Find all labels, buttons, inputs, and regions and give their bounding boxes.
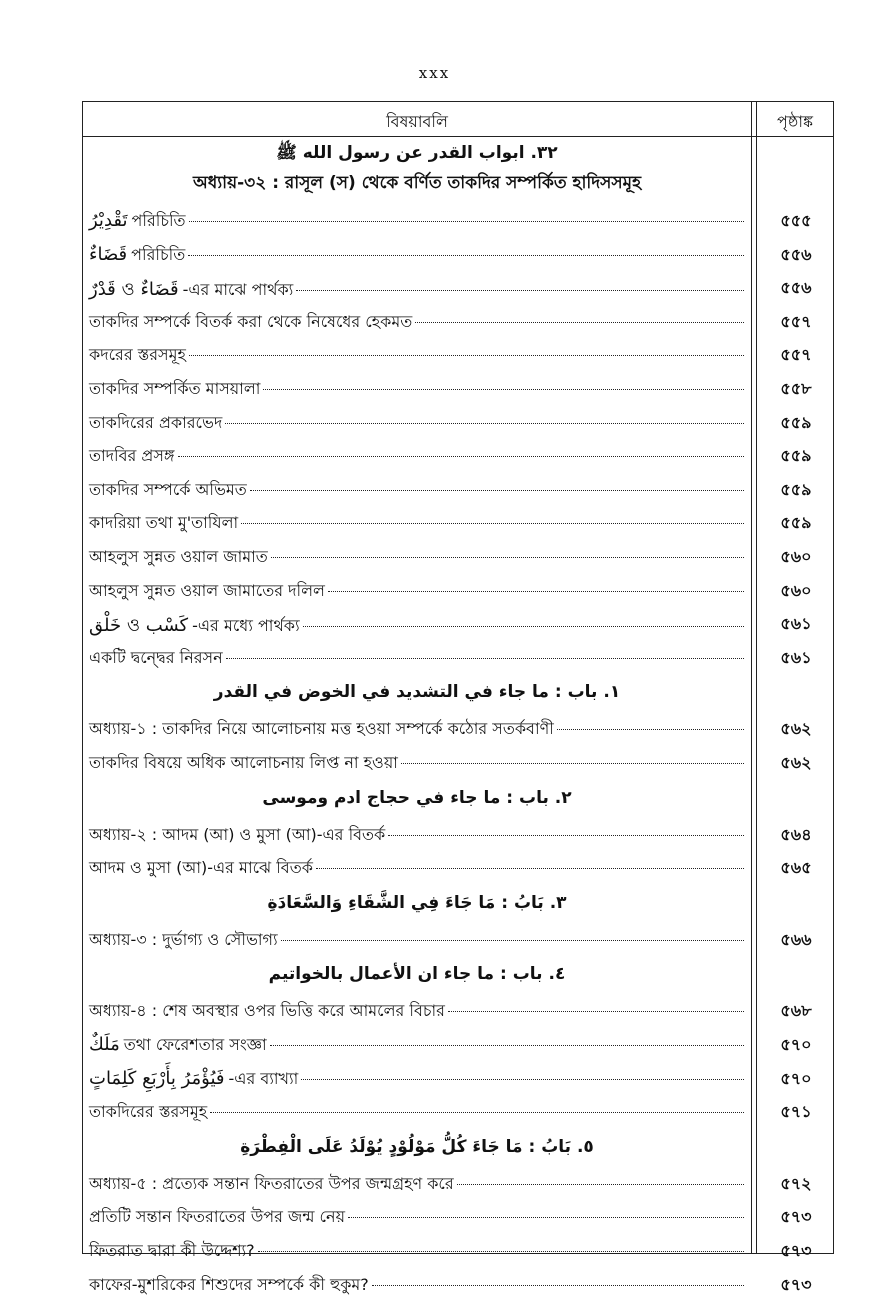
entry-page-number: ৫৫৯	[780, 479, 812, 499]
toc-header	[83, 102, 833, 137]
entry-text: অধ্যায়-৩ : দুর্ভাগ্য ও সৌভাগ্য	[89, 929, 278, 949]
toc-entry	[89, 822, 744, 849]
entry-page-number: ৫৬০	[780, 580, 812, 600]
header-page: পৃষ্ঠাঙ্ক	[777, 112, 813, 131]
entry-page-number: ৫৬৬	[780, 929, 812, 949]
section-heading: অধ্যায়-৩২ : রাসূল (স) থেকে বর্ণিত তাকদির সম্পর্কিত হাদিসসমূহ	[192, 173, 642, 193]
section-heading-arabic: ٣٢. ابواب القدر عن رسول الله ﷺ	[276, 143, 558, 163]
entry-text: তাকদির সম্পর্কিত মাসয়ালা	[89, 379, 261, 398]
entry-text: একটি দ্বন্দ্বের নিরসন	[89, 647, 223, 667]
entry-text: তাদবির প্রসঙ্গ	[89, 446, 175, 466]
entry-page-number: ৫৬৮	[780, 1001, 812, 1021]
dot-leader	[189, 221, 744, 222]
toc-entry	[89, 1272, 744, 1299]
entry-text: -এর ব্যাখ্যা	[228, 1068, 299, 1088]
entry-text: কাফের-মুশরিকের শিশুদের সম্পর্কে কী হুকুম?	[89, 1274, 369, 1294]
page-number: xxx	[418, 64, 451, 82]
toc-entry	[89, 927, 744, 954]
section-heading-arabic: ١. باب : ما جاء في التشديد في الخوض في القدر	[213, 682, 621, 703]
entry-page-number: ৫৬২	[780, 719, 812, 739]
entry-text: -এর মাঝে পার্থক্য	[182, 280, 294, 300]
entry-text: তাকদির সম্পর্কে বিতর্ক করা থেকে নিষেধের হেকমত	[89, 311, 413, 331]
toc-entry	[89, 242, 744, 269]
entry-arabic-term: قَضَاءٌ ও قَدْرٌ	[89, 279, 179, 301]
dot-leader	[250, 490, 744, 491]
dot-leader	[457, 1184, 744, 1185]
entry-text: আহলুস সুন্নত ওয়াল জামাত	[89, 547, 268, 566]
entry-text: পরিচিতি	[131, 244, 186, 264]
dot-leader	[401, 763, 744, 764]
dot-leader	[372, 1285, 744, 1286]
dot-leader	[296, 290, 744, 291]
entry-page-number: ৫৬০	[780, 547, 812, 566]
entry-page-number: ৫৭৩	[780, 1241, 812, 1260]
dot-leader	[210, 1112, 744, 1113]
dot-leader	[226, 658, 744, 659]
toc-entry	[89, 376, 744, 403]
section-heading-arabic: ٢. باب : ما جاء في حجاج ادم وموسى	[262, 787, 572, 808]
toc-entry	[89, 510, 744, 537]
entry-page-number: ৫৫৬	[780, 244, 812, 264]
entry-text: প্রতিটি সন্তান ফিতরাতের উপর জন্ম নেয়	[89, 1207, 346, 1227]
section-heading-arabic: ٥. بَابُ : مَا جَاءَ كُلُّ مَوْلُوْدٍ يُوْلَدُ عَلَى الْفِطْرَةِ	[240, 1136, 594, 1157]
entry-page-number: ৫৭০	[780, 1068, 812, 1088]
entry-page-number: ৫৫৬	[780, 278, 812, 298]
entry-text: -এর মধ্যে পার্থক্য	[192, 616, 300, 636]
toc-entry	[89, 578, 744, 605]
entry-page-number: ৫৭৩	[780, 1207, 812, 1227]
toc-entry	[89, 477, 744, 504]
entry-page-number: ৫৫৯	[780, 446, 812, 466]
toc-entry	[89, 1238, 744, 1265]
column-divider	[756, 102, 757, 1253]
entry-page-number: ৫৬১	[780, 647, 812, 667]
entry-text: তাকদিরের স্তরসমূহ	[89, 1102, 208, 1122]
dot-leader	[225, 423, 744, 424]
dot-leader	[188, 255, 744, 256]
entry-text: অধ্যায়-৫ : প্রত্যেক সন্তান ফিতরাতের উপর জন্মগ্রহণ করে	[89, 1173, 454, 1193]
dot-leader	[301, 1079, 744, 1080]
section-heading-arabic: ٣. بَابُ : مَا جَاءَ فِي الشَّقَاءِ وَالسَّعَادَةِ	[267, 892, 567, 913]
section-heading-arabic: ٤. باب : ما جاء ان الأعمال بالخواتيم	[268, 964, 566, 985]
dot-leader	[388, 835, 744, 836]
dot-leader	[448, 1011, 744, 1012]
toc-entry	[89, 1204, 744, 1231]
toc-entry	[89, 1032, 744, 1059]
entry-text: কাদরিয়া তথা মু'তাযিলা	[89, 513, 239, 533]
dot-leader	[415, 322, 744, 323]
entry-text: তথা ফেরেশতার সংজ্ঞা	[123, 1035, 267, 1054]
dot-leader	[303, 626, 744, 627]
dot-leader	[263, 389, 744, 390]
entry-text: ফিতরাত দ্বারা কী উদ্দেশ্য?	[89, 1241, 255, 1260]
dot-leader	[271, 557, 744, 558]
entry-page-number: ৫৫৭	[780, 345, 812, 365]
toc-entry	[89, 443, 744, 470]
entry-arabic-term: كَسْب ও خَلْق	[89, 615, 189, 637]
toc-entry	[89, 1066, 744, 1093]
entry-page-number: ৫৫৯	[780, 513, 812, 533]
dot-leader	[328, 591, 744, 592]
entry-arabic-term: تَقْدِيْرُ	[89, 210, 128, 231]
entry-text: তাকদির সম্পর্কে অভিমত	[89, 479, 247, 499]
toc-entry	[89, 1099, 744, 1126]
toc-entry	[89, 544, 744, 571]
entry-page-number: ৫৭০	[780, 1035, 812, 1054]
dot-leader	[241, 523, 744, 524]
entry-text: অধ্যায়-১ : তাকদির নিয়ে আলোচনায় মত্ত হওয়া সম্পর্কে কঠোর সতর্কবাণী	[89, 719, 554, 739]
entry-page-number: ৫৭১	[780, 1102, 812, 1122]
toc-entry	[89, 716, 744, 743]
entry-page-number: ৫৫৫	[780, 211, 812, 230]
entry-page-number: ৫৫৮	[780, 379, 812, 398]
dot-leader	[348, 1217, 744, 1218]
dot-leader	[258, 1251, 744, 1252]
entry-arabic-term: مَلَكٌ	[89, 1034, 120, 1055]
entry-text: অধ্যায়-৪ : শেষ অবস্থার ওপর ভিত্তি করে আমলের বিচার	[89, 1001, 445, 1021]
entry-page-number: ৫৬২	[780, 753, 812, 772]
dot-leader	[270, 1045, 744, 1046]
entry-text: অধ্যায়-২ : আদম (আ) ও মুসা (আ)-এর বিতর্ক	[89, 824, 386, 844]
entry-text: তাকদিরের প্রকারভেদ	[89, 412, 223, 432]
entry-page-number: ৫৭৩	[780, 1274, 812, 1294]
column-divider	[751, 102, 752, 1253]
dot-leader	[557, 729, 744, 730]
entry-text: তাকদির বিষয়ে অধিক আলোচনায় লিপ্ত না হওয়া	[89, 753, 398, 772]
entry-arabic-term: قَضَاءٌ	[89, 243, 128, 265]
toc-entry	[89, 275, 744, 306]
dot-leader	[316, 868, 744, 869]
toc-entry	[89, 208, 744, 235]
entry-page-number: ৫৫৭	[780, 311, 812, 331]
toc-entry	[89, 998, 744, 1025]
dot-leader	[189, 355, 744, 356]
toc-entry	[89, 1171, 744, 1198]
entry-text: আদম ও মুসা (আ)-এর মাঝে বিতর্ক	[89, 858, 313, 878]
entry-text: কদরের স্তরসমূহ	[89, 345, 186, 365]
entry-page-number: ৫৬৫	[780, 858, 812, 878]
toc-entry	[89, 855, 744, 882]
entry-page-number: ৫৬৪	[780, 824, 812, 844]
toc-entry	[89, 611, 744, 642]
toc-entry	[89, 750, 744, 777]
entry-text: আহলুস সুন্নত ওয়াল জামাতের দলিল	[89, 580, 325, 600]
entry-page-number: ৫৬১	[780, 614, 812, 634]
entry-page-number: ৫৫৯	[780, 412, 812, 432]
header-topics: বিষয়াবলি	[386, 112, 448, 131]
dot-leader	[178, 456, 744, 457]
table-of-contents	[82, 101, 834, 1294]
toc-entry	[89, 309, 744, 336]
toc-entry	[89, 645, 744, 672]
dot-leader	[281, 940, 744, 941]
toc-entry	[89, 410, 744, 437]
toc-entry	[89, 342, 744, 369]
entry-text: পরিচিতি	[131, 211, 186, 230]
entry-page-number: ৫৭২	[780, 1173, 812, 1193]
entry-arabic-term: فَيُؤْمَرُ بِأَرْبَعِ كَلِمَاتٍ	[89, 1067, 225, 1089]
